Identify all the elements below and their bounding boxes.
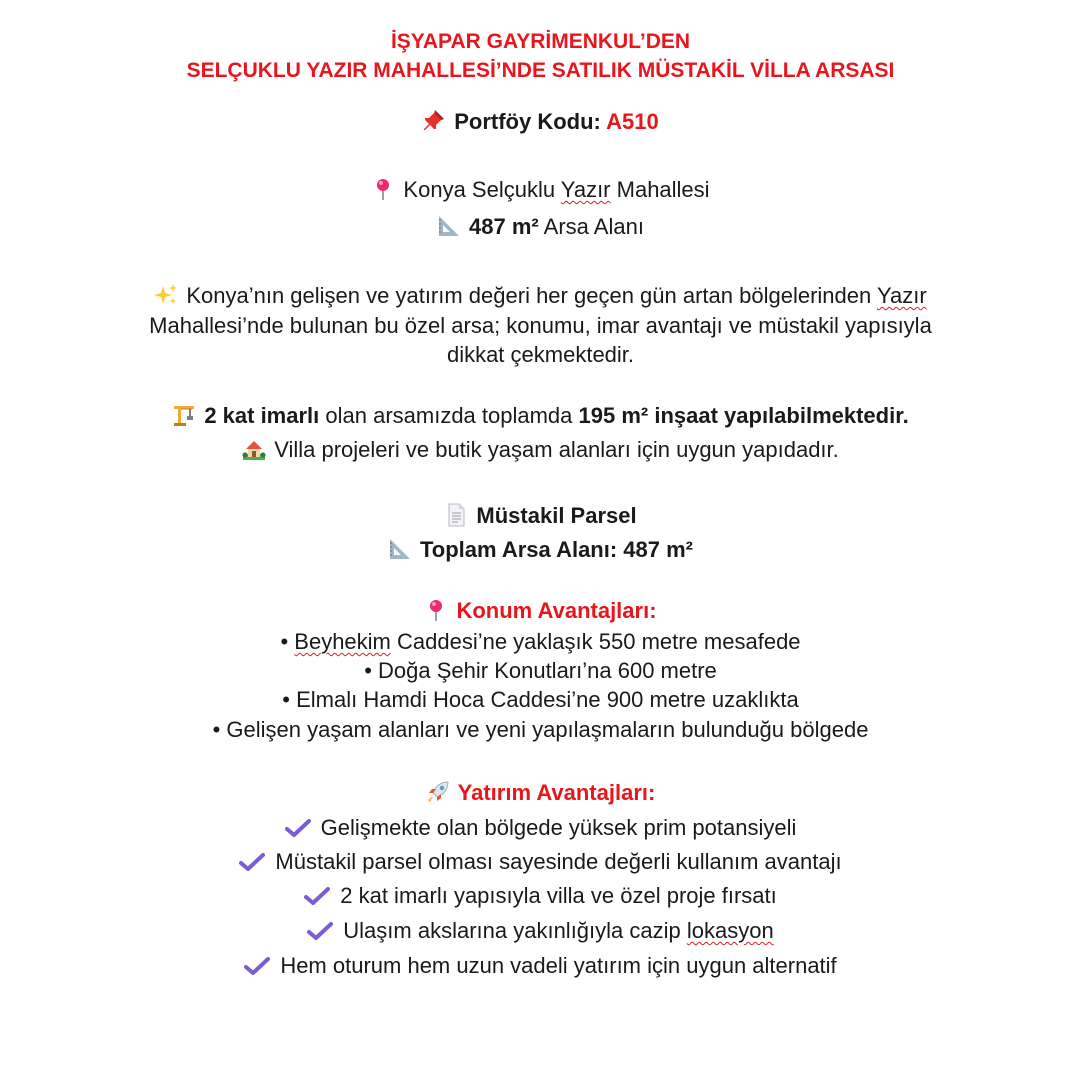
investment-advantage-item bbox=[0, 814, 1081, 842]
location-advantage-item-word: Beyhekim bbox=[294, 629, 391, 654]
location-advantage-item-rest: Caddesi’ne yaklaşık 550 metre mesafede bbox=[390, 629, 801, 654]
parcel-text: Müstakil Parsel bbox=[476, 503, 637, 528]
title-line-1: İŞYAPAR GAYRİMENKUL’DEN bbox=[390, 30, 691, 53]
location-text-1: Konya Selçuklu bbox=[403, 177, 561, 202]
parcel-line bbox=[0, 502, 1081, 530]
investment-advantage-text: Gelişmekte olan bölgede yüksek prim potansiyeli bbox=[320, 815, 797, 840]
location-advantage-item: • Elmalı Hamdi Hoca Caddesi’ne 900 metre uzaklıkta bbox=[282, 687, 799, 712]
location-advantage-item: • Gelişen yaşam alanları ve yeni yapılaşmaların bulunduğu bölgede bbox=[212, 717, 869, 742]
check-mark-icon bbox=[285, 818, 311, 838]
house-with-garden-icon bbox=[242, 437, 266, 461]
description-text-1a: Konya’nın gelişen ve yatırım değeri her geçen gün artan bölgelerinden bbox=[186, 283, 877, 308]
description-text-1b: Yazır bbox=[876, 283, 927, 308]
check-mark-icon bbox=[239, 852, 265, 872]
rocket-icon bbox=[426, 780, 450, 804]
location-advantage-item: • Doğa Şehir Konutları’na 600 metre bbox=[364, 658, 717, 683]
villa-text: Villa projeleri ve butik yaşam alanları için uygun yapıdadır. bbox=[274, 437, 839, 462]
area-value: 487 m² bbox=[469, 214, 539, 239]
location-text-2: Yazır bbox=[560, 177, 611, 202]
investment-advantages-title: Yatırım Avantajları: bbox=[457, 780, 656, 805]
round-pushpin-icon bbox=[371, 177, 395, 201]
investment-advantage-item bbox=[0, 882, 1081, 910]
total-area-text: Toplam Arsa Alanı: 487 m² bbox=[419, 537, 694, 562]
construction-crane-icon bbox=[172, 403, 196, 427]
pushpin-icon bbox=[422, 109, 446, 133]
investment-advantages-heading bbox=[0, 779, 1081, 807]
triangular-ruler-icon bbox=[388, 537, 412, 561]
zoning-line bbox=[0, 402, 1081, 430]
check-mark-icon bbox=[307, 921, 333, 941]
villa-line bbox=[0, 436, 1081, 464]
zoning-bold-2: 195 m² inşaat yapılabilmektedir. bbox=[578, 403, 909, 428]
investment-advantage-item bbox=[0, 848, 1081, 876]
zoning-bold-1: 2 kat imarlı bbox=[204, 403, 320, 428]
location-advantages-title: Konum Avantajları: bbox=[456, 598, 657, 623]
investment-advantage-text: 2 kat imarlı yapısıyla villa ve özel proje fırsatı bbox=[340, 883, 777, 908]
total-area-line bbox=[0, 536, 1081, 564]
investment-advantage-item bbox=[0, 952, 1081, 980]
location-advantages-heading bbox=[0, 597, 1081, 625]
check-mark-icon bbox=[244, 956, 270, 976]
bullet: • bbox=[280, 629, 295, 654]
triangular-ruler-icon bbox=[437, 214, 461, 238]
area-line bbox=[0, 213, 1081, 241]
location-text-3: Mahallesi bbox=[610, 177, 710, 202]
check-mark-icon bbox=[304, 886, 330, 906]
investment-advantage-item bbox=[0, 917, 1081, 945]
portfolio-label: Portföy Kodu: bbox=[454, 109, 607, 134]
description-line-2: Mahallesi’nde bulunan bu özel arsa; konumu, imar avantajı ve müstakil yapısıyla bbox=[149, 313, 932, 338]
location-line bbox=[0, 176, 1081, 204]
sparkles-icon bbox=[154, 283, 178, 307]
description-line-3: dikkat çekmektedir. bbox=[446, 342, 635, 367]
title-line-2: SELÇUKLU YAZIR MAHALLESİ’NDE SATILIK MÜSTAKİL VİLLA ARSASI bbox=[186, 59, 895, 82]
portfolio-code: A510 bbox=[606, 109, 659, 134]
investment-advantage-text: Müstakil parsel olması sayesinde değerli kullanım avantajı bbox=[275, 849, 842, 874]
investment-advantage-text: Ulaşım akslarına yakınlığıyla cazip bbox=[343, 918, 687, 943]
description-line-1 bbox=[0, 282, 1081, 310]
page-facing-up-icon bbox=[444, 503, 468, 527]
investment-advantage-text: Hem oturum hem uzun vadeli yatırım için uygun alternatif bbox=[280, 953, 837, 978]
portfolio-code-line bbox=[0, 108, 1081, 136]
round-pushpin-icon bbox=[424, 598, 448, 622]
area-label: Arsa Alanı bbox=[538, 214, 644, 239]
location-advantage-item bbox=[0, 628, 1081, 656]
investment-advantage-text-underlined: lokasyon bbox=[686, 918, 774, 943]
zoning-text-1: olan arsamızda toplamda bbox=[319, 403, 579, 428]
